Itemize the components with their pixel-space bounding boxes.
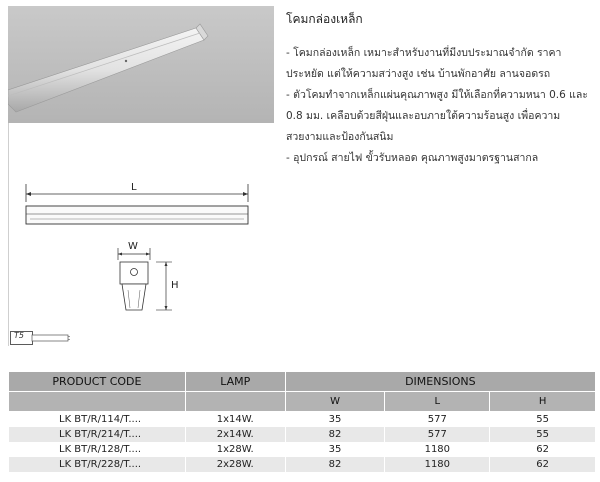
t5-label: T5 (14, 331, 24, 340)
header-blank-1 (9, 392, 186, 412)
header-w: W (285, 392, 385, 412)
cell-h: 62 (490, 442, 596, 457)
left-border (8, 123, 9, 346)
cell-code: LK BT/R/228/T.... (9, 457, 186, 472)
feature-2: - ตัวโคมทำจากเหล็กแผ่นคุณภาพสูง มีให้เลือกที่ความหนา 0.6 และ 0.8 มม. เคลือบด้วยสีฝุ่นและอบภายใต้ความร้อนสูง เพื่อความสวยงามและป้องกันสนิม (286, 89, 588, 143)
cell-lamp: 2x28W. (185, 457, 285, 472)
length-drawing (12, 176, 262, 236)
cell-w: 35 (285, 412, 385, 427)
header-dimensions: DIMENSIONS (285, 372, 595, 392)
cell-lamp: 2x14W. (185, 427, 285, 442)
description (286, 10, 591, 169)
cross-section-drawing (108, 240, 198, 320)
header-blank-2 (185, 392, 285, 412)
length-label: L (131, 182, 137, 193)
cell-w: 35 (285, 442, 385, 457)
cell-l: 577 (385, 412, 490, 427)
cell-w: 82 (285, 457, 385, 472)
width-label: W (128, 241, 138, 252)
height-label: H (171, 280, 179, 291)
product-photo (8, 6, 274, 123)
feature-1: - โคมกล่องเหล็ก เหมาะสำหรับงานที่มีงบประมาณจำกัด ราคาประหยัด แต่ให้ความสว่างสูง เช่น บ้านพักอาศัย ลานจอดรถ (286, 47, 562, 80)
cell-lamp: 1x28W. (185, 442, 285, 457)
table-row (9, 457, 596, 472)
table-row (9, 412, 596, 427)
cell-l: 577 (385, 427, 490, 442)
header-lamp: LAMP (185, 372, 285, 392)
cell-h: 55 (490, 412, 596, 427)
header-l: L (385, 392, 490, 412)
header-product-code: PRODUCT CODE (9, 372, 186, 392)
cell-l: 1180 (385, 442, 490, 457)
table-row (9, 442, 596, 457)
table-subheader-row (9, 392, 596, 412)
table-row (9, 427, 596, 442)
cell-h: 62 (490, 457, 596, 472)
table-header-row (9, 372, 596, 392)
cell-code: LK BT/R/114/T.... (9, 412, 186, 427)
cell-lamp: 1x14W. (185, 412, 285, 427)
feature-3: - อุปกรณ์ สายไฟ ขั้วรับหลอด คุณภาพสูงมาตรฐานสากล (286, 152, 539, 164)
spec-table (8, 371, 596, 472)
cell-code: LK BT/R/214/T.... (9, 427, 186, 442)
header-h: H (490, 392, 596, 412)
cell-h: 55 (490, 427, 596, 442)
cell-code: LK BT/R/128/T.... (9, 442, 186, 457)
cell-w: 82 (285, 427, 385, 442)
cell-l: 1180 (385, 457, 490, 472)
t5-lamp-badge (10, 330, 70, 344)
product-title: โคมกล่องเหล็ก (286, 12, 363, 26)
fluorescent-fixture-image (8, 6, 274, 123)
